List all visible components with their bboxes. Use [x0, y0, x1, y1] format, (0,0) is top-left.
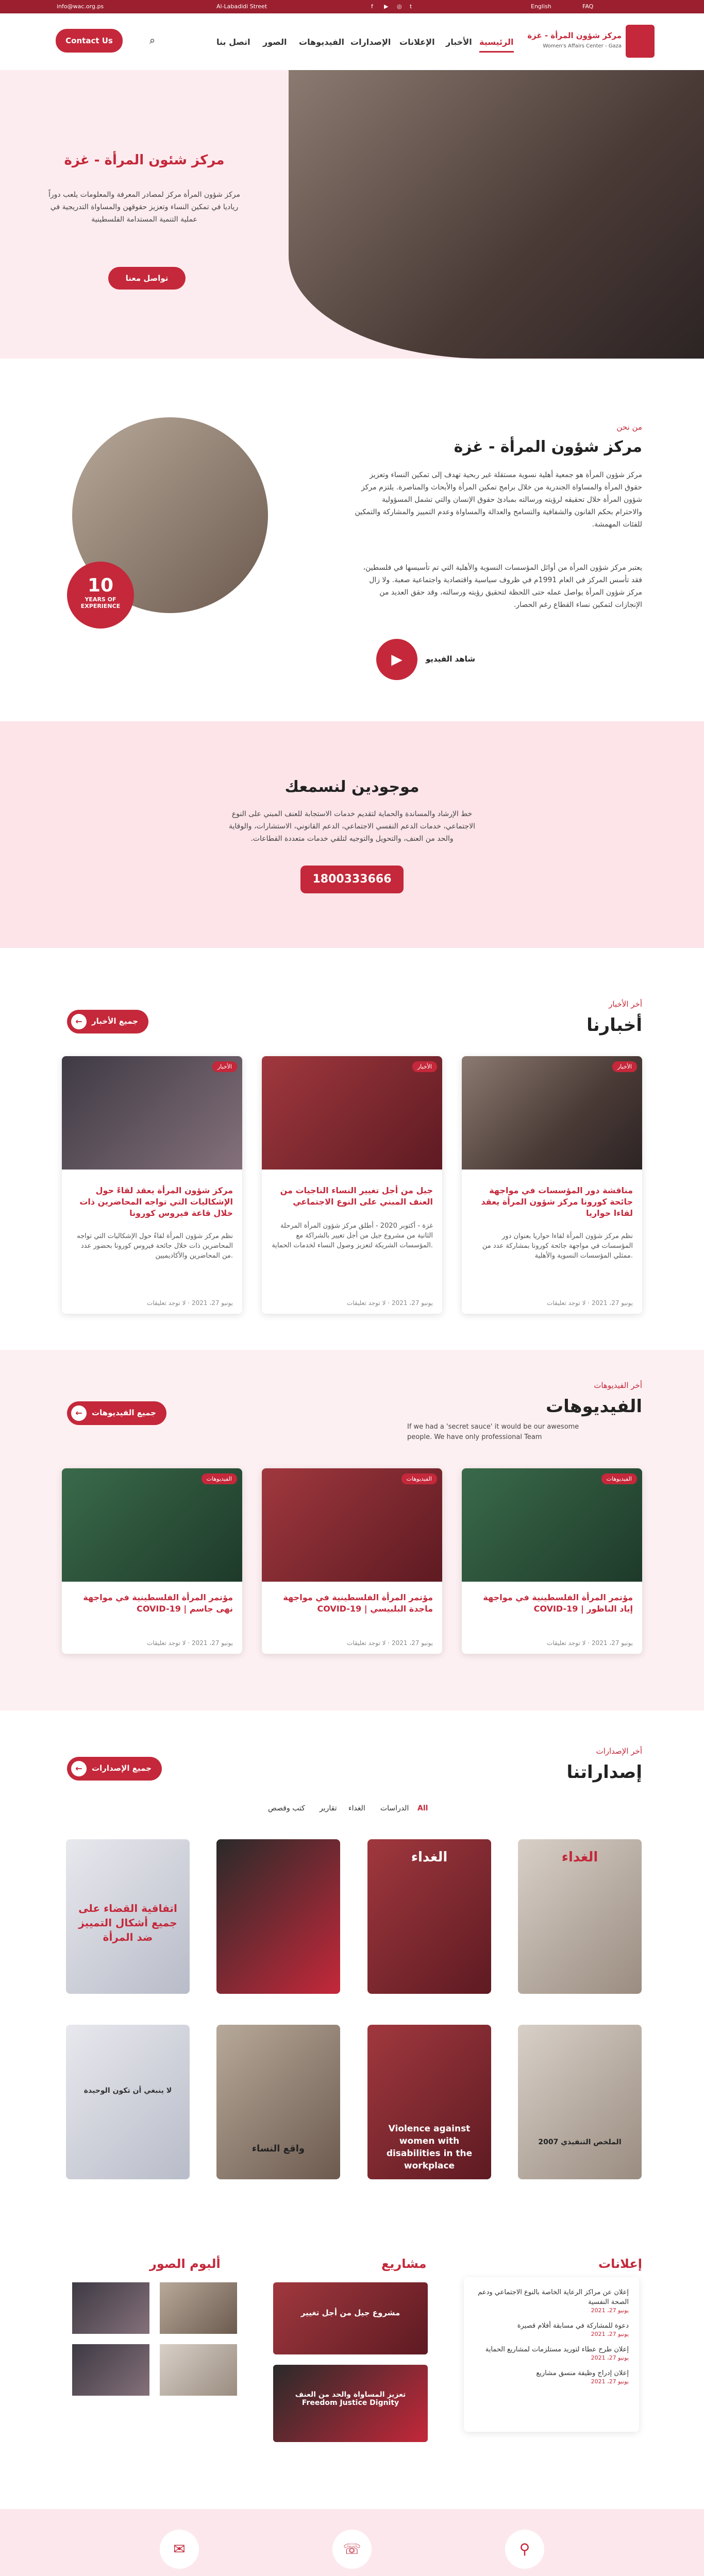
news-card-excerpt: غزة - أكتوبر 2020 - أطلق مركز شؤون المرأة المرحلة الثانية من مشروع جيل من أجل تغيير بالشراكة مع المؤسسات الشريكة لتعزيز وصول النساء لخدمات الحماية.	[272, 1222, 433, 1249]
announcement-text: إعلان طرح عطاء لتوريد مستلزمات لمشاريع الحماية	[485, 2346, 629, 2353]
location-icon: ⚲	[505, 2530, 544, 2569]
news-section	[0, 979, 704, 1340]
announcement-date: يونيو 27، 2021	[591, 2307, 629, 2314]
about-section	[0, 392, 704, 680]
video-card-date: يونيو 27، 2021	[591, 1639, 633, 1647]
hero-photo	[289, 70, 704, 359]
experience-number: 10	[87, 575, 114, 596]
hero-contact-button[interactable]: تواصل معنا	[108, 267, 186, 290]
gallery-thumb[interactable]	[160, 2344, 237, 2396]
announcement-item[interactable]	[474, 2368, 629, 2385]
publications-section	[0, 1731, 704, 2195]
publication-cover[interactable]	[518, 2025, 642, 2179]
logo-text-en: Women's Affairs Center - Gaza	[543, 43, 622, 49]
news-card-comments: لا توجد تعليقات	[147, 1299, 186, 1307]
news-card-title[interactable]: جيل من أجل تغيير النساء الناجيات من العنف المبني على النوع الاجتماعي	[280, 1185, 433, 1207]
filter-all[interactable]: All	[417, 1804, 428, 1812]
video-card[interactable]	[262, 1468, 442, 1654]
youtube-icon[interactable]: ▶	[384, 3, 389, 10]
about-paragraph-2: يعتبر مركز شؤون المرأة من أوائل المؤسسات النسوية والأهلية التي تم تأسيسها في فلسطين، فقد تأسس المركز في العام 1991م في ظروف سياسية واقتصادية واجتماعية صعبة. ولا زال مركز شؤون المرأة يواصل عمله حتى اللحظة لتحقيق رؤيته ورسالته، وقد حقق العديد من الإنجازات لتمكين نساء القطاع رغم الحصار.	[363, 564, 642, 609]
top-bar	[0, 0, 704, 13]
project-card[interactable]	[273, 2365, 428, 2442]
publication-cover-text: لا ينبغي أن تكون الوحيدة	[83, 2087, 172, 2095]
arrow-left-icon: ←	[71, 1761, 87, 1776]
gallery-thumb[interactable]	[72, 2344, 149, 2396]
nav-announcements[interactable]: الإعلانات	[399, 37, 435, 47]
news-card-comments: لا توجد تعليقات	[547, 1299, 586, 1307]
filter-books[interactable]: كتب وقصص	[268, 1804, 305, 1812]
video-card-tag: الفيديوهات	[601, 1473, 637, 1484]
news-card-comments: لا توجد تعليقات	[347, 1299, 386, 1307]
all-news-label: جميع الأخبار	[92, 1016, 138, 1026]
news-card-image	[262, 1056, 442, 1170]
announcement-date: يونيو 27، 2021	[591, 2331, 629, 2337]
publication-cover[interactable]	[367, 1839, 491, 1994]
hotline-title: موجودين لنسمعك	[284, 778, 420, 796]
all-news-button[interactable]	[67, 1010, 148, 1033]
news-card-title[interactable]: مناقشة دور المؤسسات في مواجهة جائحة كورونا مركز شؤون المرأة يعقد لقاءا حواريا	[481, 1185, 633, 1218]
all-videos-label: جميع الفيديوهات	[92, 1408, 156, 1417]
projects-title: مشاريع	[381, 2257, 427, 2271]
announcement-text: إعلان إدراج وظيفة منسق مشاريع	[536, 2369, 629, 2377]
about-title: مركز شؤون المرأة - غزة	[454, 438, 642, 456]
videos-title: الفيديوهات	[546, 1396, 642, 1417]
news-card-image	[62, 1056, 242, 1170]
publication-cover[interactable]	[367, 2025, 491, 2179]
facebook-icon[interactable]: f	[371, 3, 373, 10]
nav-contact[interactable]: اتصل بنا	[216, 37, 250, 47]
news-card-date: يونيو 27، 2021	[391, 1299, 433, 1307]
all-publications-label: جميع الإصدارات	[92, 1764, 152, 1773]
announcement-text: إعلان عن مراكز الرعاية الخاصة بالنوع الاجتماعي ودعم الصحة النفسية	[478, 2289, 629, 2306]
instagram-icon[interactable]: ◎	[397, 3, 402, 10]
lang-english-link[interactable]: English	[531, 3, 551, 10]
gallery-thumb[interactable]	[72, 2282, 149, 2334]
videos-subtitle: If we had a 'secret sauce' it would be our awesome people. We have only professional Team	[407, 1423, 579, 1441]
news-title: أخبارنا	[586, 1015, 642, 1036]
video-card-meta: يونيو 27، 2021 · لا توجد تعليقات	[347, 1639, 433, 1647]
project-card-text: تعزيز المساواة والحد من العنف Freedom Justice Dignity	[295, 2391, 406, 2407]
arrow-left-icon: ←	[71, 1405, 87, 1421]
publications-title: إصداراتنا	[566, 1762, 642, 1783]
video-card-title[interactable]: مؤتمر المرأة الفلسطينية في مواجهة COVID-19 | ماجدة البلبيسي	[283, 1592, 433, 1614]
arrow-left-icon: ←	[71, 1014, 87, 1029]
hotline-text: خط الإرشاد والمساندة والحماية لتقديم خدمات الاستجابة للعنف المبني على النوع الاجتماعي، خدمات الدعم النفسي الاجتماعي، الدعم القانوني، الاستشارات، والوقاية والحد من العنف، والتحويل والتوجيه لتلقي خدمات متعددة القطاعات.	[229, 810, 475, 843]
topbar-email[interactable]: info@wac.org.ps	[57, 3, 104, 10]
news-card-excerpt: نظم مركز شؤون المرأة لقاءا حواريا بعنوان دور المؤسسات في مواجهة جائحة كورونا بمشاركة عدد من ممثلي المؤسسات النسوية والأهلية.	[482, 1232, 633, 1260]
announcement-item[interactable]	[474, 2345, 629, 2361]
publication-cover-text: واقع النساء	[252, 2143, 305, 2154]
contact-us-button[interactable]: Contact Us	[56, 29, 123, 53]
news-card-tag: الأخبار	[612, 1061, 637, 1072]
all-publications-button[interactable]	[67, 1757, 162, 1781]
publication-cover[interactable]	[216, 1839, 340, 1994]
search-icon[interactable]: ⌕	[149, 34, 156, 46]
videos-kicker: أخر الفيديوهات	[594, 1381, 642, 1390]
news-card-excerpt: نظم مركز شؤون المرأة لقاءً حول الإشكاليات التي تواجه المحاضرين ذات خلال جائحة فيروس كورونا بحضور عدد من المحاضرين والأكاديميين.	[77, 1232, 233, 1260]
publication-cover-text: الملخص التنفيذي 2007	[538, 2138, 622, 2146]
video-card-title[interactable]: مؤتمر المرأة الفلسطينية في مواجهة COVID-19 | نهى جاسم	[83, 1592, 233, 1614]
news-card[interactable]	[462, 1056, 642, 1314]
logo-text-ar: مركز شؤون المرأة - غزة	[527, 31, 622, 40]
publication-cover[interactable]	[66, 1839, 190, 1994]
news-card-tag: الأخبار	[212, 1061, 237, 1072]
video-card-image	[62, 1468, 242, 1582]
experience-badge	[67, 562, 134, 629]
contact-strip	[0, 2509, 704, 2576]
nav-videos[interactable]: الفيديوهات	[299, 37, 344, 47]
news-card-meta: يونيو 27، 2021 · لا توجد تعليقات	[547, 1299, 633, 1307]
hotline-section	[0, 721, 704, 948]
publication-cover[interactable]	[216, 2025, 340, 2179]
video-card-image	[462, 1468, 642, 1582]
announcements-card	[464, 2277, 639, 2432]
faq-link[interactable]: FAQ	[582, 3, 594, 10]
phone-icon: ☏	[332, 2530, 372, 2569]
news-card[interactable]	[62, 1056, 242, 1314]
all-videos-button[interactable]	[67, 1401, 166, 1425]
video-card-image	[262, 1468, 442, 1582]
news-card-meta: يونيو 27، 2021 · لا توجد تعليقات	[147, 1299, 233, 1307]
hero-text: مركز شؤون المرأة مركز لمصادر المعرفة والمعلومات يلعب دوراً رياديا في تمكين النساء وتعزيز حقوقهن والمساواة التدريجية في عملية التنمية المستدامة الفلسطينية	[48, 191, 240, 224]
filter-ghada[interactable]: الغداء	[348, 1804, 365, 1812]
about-paragraph-1: مركز شؤون المرأة هو جمعية أهلية نسوية مستقلة غير ربحية تهدف إلى تمكين النساء وتعزيز حقوق المرأة والمساواة الجندرية من خلال برامج تمكين المرأة والأبحاث والمناصرة. يلتزم مركز شؤون المرأة خلال تحقيقه لرؤيته ورسالته بمبادئ حقوق الإنسان والتي تشمل المسؤولية والاحترام بحكم القانون والشفافية والتسامح والعدالة والمساواة وعدم التمييز والمشاركة والتمكين للفئات المهمشة.	[355, 471, 642, 529]
video-card-date: يونيو 27، 2021	[191, 1639, 233, 1647]
publications-kicker: أخر الإصدارات	[596, 1747, 642, 1756]
video-card-date: يونيو 27، 2021	[391, 1639, 433, 1647]
announcement-item[interactable]	[474, 2287, 629, 2314]
nav-photos[interactable]: الصور	[263, 37, 287, 47]
experience-line1: YEARS OF	[85, 596, 116, 603]
videos-section	[0, 1350, 704, 1710]
hero-title: مركز شئون المرأة - غزة	[64, 152, 225, 168]
hero-section	[0, 70, 704, 359]
publication-cover-text: الغداء	[561, 1850, 598, 1865]
video-card-title[interactable]: مؤتمر المرأة الفلسطينية في مواجهة COVID-19 | إياد الناظور	[483, 1592, 633, 1614]
video-card-meta: يونيو 27، 2021 · لا توجد تعليقات	[547, 1639, 633, 1647]
announcements-title: إعلانات	[598, 2257, 642, 2271]
gallery-thumb[interactable]	[160, 2282, 237, 2334]
news-kicker: أخر الأخبار	[609, 999, 642, 1009]
publication-cover[interactable]	[66, 2025, 190, 2179]
site-header	[0, 13, 704, 70]
news-card-meta: يونيو 27، 2021 · لا توجد تعليقات	[347, 1299, 433, 1307]
topbar-address: Al-Labadidi Street	[216, 3, 267, 10]
video-card-comments: لا توجد تعليقات	[347, 1639, 386, 1647]
news-card-image	[462, 1056, 642, 1170]
announcement-date: يونيو 27، 2021	[591, 2354, 629, 2361]
video-card[interactable]	[462, 1468, 642, 1654]
nav-publications[interactable]: الإصدارات	[350, 37, 391, 47]
project-card[interactable]	[273, 2282, 428, 2354]
announcement-item[interactable]	[474, 2321, 629, 2337]
bottom-columns	[0, 2236, 704, 2473]
watch-video-label[interactable]: شاهد الفيديو	[426, 654, 476, 664]
video-card-meta: يونيو 27، 2021 · لا توجد تعليقات	[147, 1639, 233, 1647]
news-card-date: يونيو 27، 2021	[191, 1299, 233, 1307]
publications-filters	[247, 1804, 454, 1817]
news-card[interactable]	[262, 1056, 442, 1314]
publication-cover[interactable]	[518, 1839, 642, 1994]
nav-home[interactable]: الرئيسية	[479, 37, 514, 53]
twitter-icon[interactable]: t	[410, 3, 412, 10]
publication-cover-text: Violence against women with disabilities in the workplace	[386, 2124, 473, 2171]
video-card-tag: الفيديوهات	[202, 1473, 237, 1484]
hotline-number-button[interactable]: 1800333666	[300, 866, 404, 893]
logo-mark	[626, 25, 655, 58]
news-card-title[interactable]: مركز شؤون المرأة يعقد لقاءً حول الإشكاليات التي تواجه المحاضرين ذات خلال قاعة فيروس كورونا	[79, 1185, 233, 1218]
experience-line2: EXPERIENCE	[80, 603, 121, 609]
publication-cover-text: اتفاقية القضاء على جميع أشكال التمييز ضد المرأة	[78, 1902, 177, 1943]
announcement-text: دعوة للمشاركة في مسابقة أفلام قصيرة	[517, 2322, 629, 2330]
nav-news[interactable]: الأخبار	[446, 37, 472, 47]
publication-cover-text: الغداء	[411, 1850, 448, 1865]
video-card-tag: الفيديوهات	[401, 1473, 437, 1484]
video-card-comments: لا توجد تعليقات	[547, 1639, 586, 1647]
gallery-title: ألبوم الصور	[149, 2257, 221, 2271]
play-video-button[interactable]: ▶	[376, 639, 417, 680]
video-card-comments: لا توجد تعليقات	[147, 1639, 186, 1647]
about-kicker: من نحن	[616, 422, 642, 432]
announcement-date: يونيو 27، 2021	[591, 2378, 629, 2385]
filter-reports[interactable]: تقارير	[320, 1804, 337, 1812]
filter-studies[interactable]: الدراسات	[380, 1804, 409, 1812]
mailbox-icon: ✉	[160, 2530, 199, 2569]
video-card[interactable]	[62, 1468, 242, 1654]
site-logo[interactable]	[527, 25, 655, 58]
project-card-text: مشروع جيل من أجل تغيير	[300, 2308, 400, 2317]
news-card-tag: الأخبار	[412, 1061, 437, 1072]
news-card-date: يونيو 27، 2021	[591, 1299, 633, 1307]
